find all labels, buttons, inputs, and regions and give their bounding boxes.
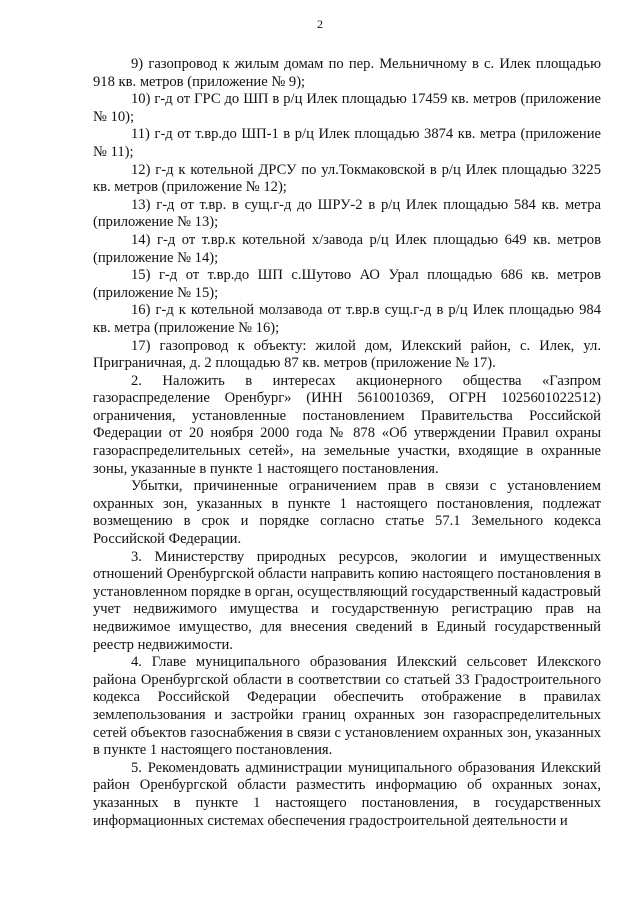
paragraph-clause-5: 5. Рекомендовать администрации муниципального образования Илекский район Оренбургской области разместить информацию об охранных зонах, указанных в пункте 1 настоящего постановления, в государственных информационных системах обеспечения градостроительной деятельности и (93, 759, 601, 829)
paragraph-item-9: 9) газопровод к жилым домам по пер. Мельничному в с. Илек площадью 918 кв. метров (приложение № 9); (93, 56, 601, 90)
page-number: 2 (317, 17, 323, 31)
paragraph-item-13: 13) г-д от т.вр. в сущ.г-д до ШРУ-2 в р/ц Илек площадью 584 кв. метра (приложение № 13); (93, 196, 601, 231)
paragraph-clause-2: 2. Наложить в интересах акционерного общества «Газпром газораспределение Оренбург» (ИНН 5610010369, ОГРН 1025601022512) ограничения, установленные постановлением Правительства Российской Федерации от 20 ноября 2000 года № 878 «Об утверждении Правил охраны газораспределительных сетей», на земельные участки, входящие в охранные зоны, указанные в пункте 1 настоящего постановления. (93, 372, 601, 477)
document-body (93, 56, 601, 830)
paragraph-item-12: 12) г-д к котельной ДРСУ по ул.Токмаковской в р/ц Илек площадью 3225 кв. метров (приложение № 12); (93, 161, 601, 196)
paragraph-clause-3: 3. Министерству природных ресурсов, экологии и имущественных отношений Оренбургской области направить копию настоящего постановления в установленном порядке в орган, осуществляющий государственный кадастровый учет недвижимого имущества и государственную регистрацию прав на недвижимое имущество, для внесения сведений в Единый государственный реестр недвижимости. (93, 548, 601, 653)
paragraph-losses: Убытки, причиненные ограничением прав в связи с установлением охранных зон, указанных в пункте 1 настоящего постановления, подлежат возмещению в срок и порядке согласно статье 57.1 Земельного кодекса Российской Федерации. (93, 478, 601, 548)
paragraph-item-14: 14) г-д от т.вр.к котельной х/завода р/ц Илек площадью 649 кв. метров (приложение № 14); (93, 231, 601, 266)
paragraph-item-10: 10) г-д от ГРС до ШП в р/ц Илек площадью 17459 кв. метров (приложение № 10); (93, 91, 601, 125)
paragraph-item-15: 15) г-д от т.вр.до ШП с.Шутово АО Урал площадью 686 кв. метров (приложение № 15); (93, 267, 601, 301)
paragraph-item-16: 16) г-д к котельной молзавода от т.вр.в сущ.г-д в р/ц Илек площадью 984 кв. метра (приложение № 16); (93, 302, 601, 336)
paragraph-item-17: 17) газопровод к объекту: жилой дом, Илекский район, с. Илек, ул. Приграничная, д. 2 площадью 87 кв. метров (приложение № 17). (93, 337, 601, 372)
paragraph-clause-4: 4. Главе муниципального образования Илекский сельсовет Илекского района Оренбургской области в соответствии со статьей 33 Градостроительного кодекса Российской Федерации обеспечить отображение в правилах землепользования и застройки границ охранных зон газораспределительных сетей объектов газоснабжения в связи с установлением охранных зон, указанных в пункте 1 настоящего постановления. (93, 654, 601, 759)
paragraph-item-11: 11) г-д от т.вр.до ШП-1 в р/ц Илек площадью 3874 кв. метра (приложение № 11); (93, 126, 601, 160)
